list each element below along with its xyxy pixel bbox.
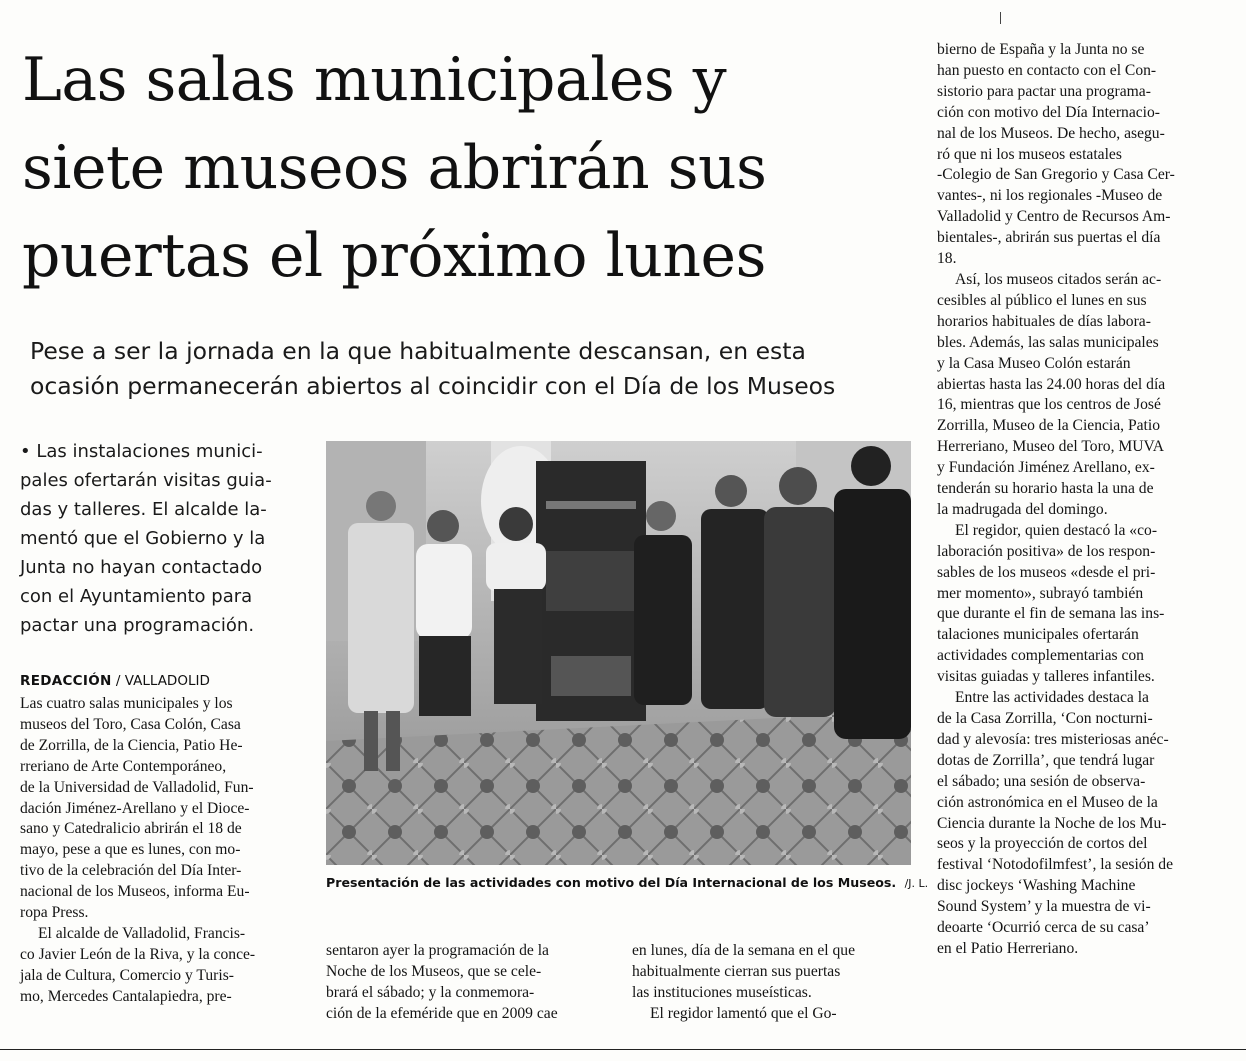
body-line: dotas de Zorrilla’, que tendrá lugar bbox=[937, 751, 1155, 769]
body-line: Zorrilla, Museo de la Ciencia, Patio bbox=[937, 417, 1161, 435]
body-line: Noche de los Museos, que se cele- bbox=[326, 962, 542, 980]
body-line: sistorio para pactar una programa- bbox=[937, 82, 1151, 100]
body-line: mayo, pese a que es lunes, con mo- bbox=[20, 841, 241, 859]
subheadline bbox=[30, 334, 910, 404]
headline-line: puertas el próximo lunes bbox=[22, 221, 766, 291]
article-column-4 bbox=[937, 40, 1219, 960]
summary-line: • Las instalaciones munici- bbox=[20, 441, 263, 462]
body-line: sables de los museos «desde el pri- bbox=[937, 563, 1156, 581]
body-line: y Fundación Jiménez Arellano, ex- bbox=[937, 459, 1155, 477]
photo-caption bbox=[326, 875, 929, 890]
body-line: de la Universidad de Valladolid, Fun- bbox=[20, 778, 254, 796]
body-line: brará el sábado; y la conmemora- bbox=[326, 983, 535, 1001]
body-line: jala de Cultura, Comercio y Turis- bbox=[20, 966, 234, 984]
body-line: seos y la proyección de cortos del bbox=[937, 835, 1148, 853]
article-column-2 bbox=[326, 941, 616, 1025]
photo-credit: /J. L. bbox=[904, 877, 929, 890]
body-line: ropa Press. bbox=[20, 904, 89, 922]
body-line: ró que ni los museos estatales bbox=[937, 145, 1122, 163]
summary-line: pactar una programación. bbox=[20, 615, 255, 636]
body-line: rreriano de Arte Contemporáneo, bbox=[20, 757, 227, 775]
body-line: ción con motivo del Día Internacio- bbox=[937, 103, 1161, 121]
body-line: Entre las actividades destaca la bbox=[955, 689, 1149, 707]
body-line: festival ‘Notodofilmfest’, la sesión de bbox=[937, 856, 1174, 874]
byline-author: REDACCIÓN bbox=[20, 673, 112, 689]
byline-place: VALLADOLID bbox=[124, 673, 210, 689]
body-line: ción de la efeméride que en 2009 cae bbox=[326, 1004, 558, 1022]
byline-separator: / bbox=[115, 673, 125, 689]
headline bbox=[22, 36, 902, 300]
summary-line: das y talleres. El alcalde la- bbox=[20, 499, 267, 520]
summary-line: pales ofertarán visitas guia- bbox=[20, 470, 272, 491]
body-line: 16, mientras que los centros de José bbox=[937, 396, 1161, 414]
body-line: el sábado; una sesión de observa- bbox=[937, 772, 1146, 790]
body-line: dad y alevosía: tres misteriosas anéc- bbox=[937, 730, 1169, 748]
body-line: de la Casa Zorrilla, ‘Con nocturni- bbox=[937, 710, 1153, 727]
body-line: visitas guiadas y talleres infantiles. bbox=[937, 668, 1155, 686]
body-line: museos del Toro, Casa Colón, Casa bbox=[20, 715, 241, 733]
headline-line: siete museos abrirán sus bbox=[22, 133, 767, 203]
body-line: Las cuatro salas municipales y los bbox=[20, 695, 233, 712]
body-line: sano y Catedralicio abrirán el 18 de bbox=[20, 820, 242, 838]
body-line: actividades complementarias con bbox=[937, 647, 1144, 665]
body-line: cesibles al público el lunes en sus bbox=[937, 291, 1147, 309]
body-line: bierno de España y la Junta no se bbox=[937, 41, 1145, 58]
body-line: nal de los Museos. De hecho, asegu- bbox=[937, 124, 1165, 142]
article-column-1 bbox=[20, 694, 312, 1008]
body-line: 18. bbox=[937, 250, 957, 268]
body-line: co Javier León de la Riva, y la conce- bbox=[20, 945, 256, 963]
body-line: Herreriano, Museo del Toro, MUVA bbox=[937, 438, 1164, 456]
body-line: sentaron ayer la programación de la bbox=[326, 942, 549, 959]
body-line: disc jockeys ‘Washing Machine bbox=[937, 877, 1136, 895]
body-line: en lunes, día de la semana en el que bbox=[632, 942, 855, 959]
caption-text: Presentación de las actividades con motivo del Día Internacional de los Museos. bbox=[326, 875, 897, 890]
body-line: Sound System’ y la muestra de vi- bbox=[937, 898, 1151, 916]
body-line: las instituciones museísticas. bbox=[632, 983, 812, 1001]
body-line: y la Casa Museo Colón estarán bbox=[937, 354, 1131, 372]
body-line: nacional de los Museos, informa Eu- bbox=[20, 883, 250, 901]
body-line: mer momento», subrayó también bbox=[937, 584, 1144, 602]
body-line: horarios habituales de días labora- bbox=[937, 312, 1151, 330]
summary-line: mentó que el Gobierno y la bbox=[20, 528, 266, 549]
news-photo bbox=[326, 441, 911, 865]
page-bottom-rule bbox=[0, 1049, 1246, 1050]
body-line: abiertas hasta las 24.00 horas del día bbox=[937, 375, 1166, 393]
body-line: dación Jiménez-Arellano y el Dioce- bbox=[20, 799, 250, 817]
body-line: El alcalde de Valladolid, Francis- bbox=[38, 924, 246, 942]
crop-mark bbox=[1000, 12, 1001, 24]
subheadline-line: ocasión permanecerán abiertos al coincidir con el Día de los Museos bbox=[30, 372, 836, 400]
subheadline-line: Pese a ser la jornada en la que habitualmente descansan, en esta bbox=[30, 337, 806, 365]
body-line: tenderán su horario hasta la una de bbox=[937, 480, 1154, 498]
body-line: que durante el fin de semana las ins- bbox=[937, 605, 1165, 623]
photo-illustration bbox=[326, 441, 911, 865]
body-line: laboración positiva» de los respon- bbox=[937, 542, 1156, 560]
body-line: talaciones municipales ofertarán bbox=[937, 626, 1139, 644]
body-line: Así, los museos citados serán ac- bbox=[955, 270, 1162, 288]
body-line: tivo de la celebración del Día Inter- bbox=[20, 862, 242, 880]
article-column-3 bbox=[632, 941, 914, 1025]
body-line: El regidor, quien destacó la «co- bbox=[955, 521, 1158, 539]
body-line: la madrugada del domingo. bbox=[937, 500, 1108, 518]
body-line: Ciencia durante la Noche de los Mu- bbox=[937, 814, 1167, 832]
body-line: habitualmente cierran sus puertas bbox=[632, 962, 841, 980]
byline bbox=[20, 673, 210, 689]
body-line: mo, Mercedes Cantalapiedra, pre- bbox=[20, 987, 232, 1005]
headline-line: Las salas municipales y bbox=[22, 45, 727, 115]
summary-line: Junta no hayan contactado bbox=[20, 557, 263, 578]
summary-line: con el Ayuntamiento para bbox=[20, 586, 253, 607]
body-line: en el Patio Herreriano. bbox=[937, 939, 1079, 957]
body-line: Valladolid y Centro de Recursos Am- bbox=[937, 208, 1171, 226]
body-line: vantes-, ni los regionales -Museo de bbox=[937, 187, 1163, 205]
body-line: bles. Además, las salas municipales bbox=[937, 333, 1159, 351]
body-line: ción astronómica en el Museo de la bbox=[937, 793, 1158, 811]
body-line: de Zorrilla, de la Ciencia, Patio He- bbox=[20, 736, 243, 754]
body-line: deoarte ‘Ocurrió cerca de su casa’ bbox=[937, 919, 1150, 937]
body-line: bientales-, abrirán sus puertas el día bbox=[937, 229, 1161, 247]
summary-box bbox=[20, 437, 290, 640]
body-line: -Colegio de San Gregorio y Casa Cer- bbox=[937, 166, 1175, 184]
body-line: El regidor lamentó que el Go- bbox=[650, 1004, 837, 1022]
body-line: han puesto en contacto con el Con- bbox=[937, 61, 1157, 79]
